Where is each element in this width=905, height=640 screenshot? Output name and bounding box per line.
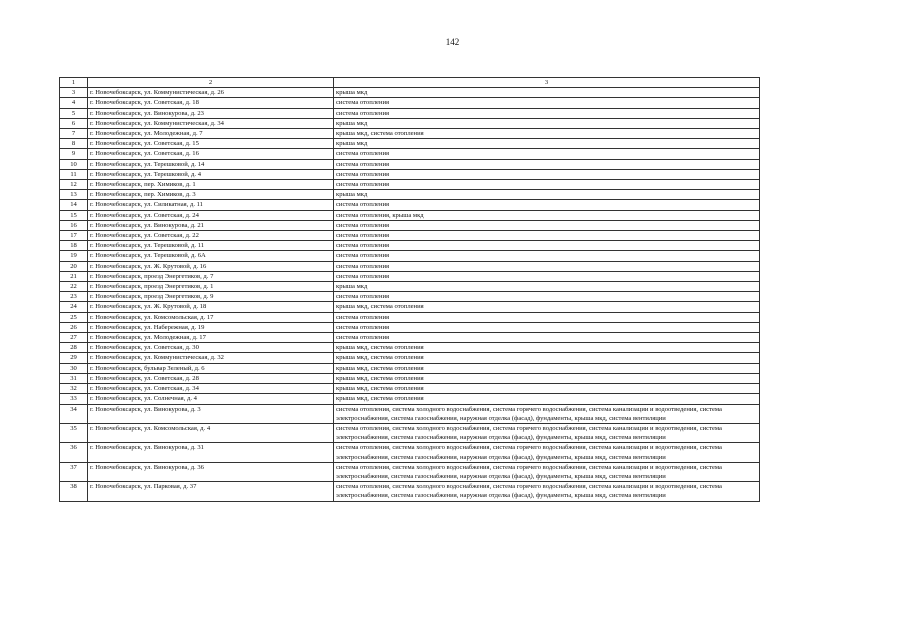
row-works: система отопления bbox=[334, 312, 760, 322]
table-row bbox=[60, 241, 760, 251]
row-works: система отопления bbox=[334, 271, 760, 281]
table-row bbox=[60, 404, 760, 423]
row-address: г. Новочебоксарск, ул. Винокурова, д. 36 bbox=[88, 462, 334, 481]
row-address: г. Новочебоксарск, ул. Парковая, д. 37 bbox=[88, 482, 334, 501]
row-works: крыша мкд, система отопления bbox=[334, 394, 760, 404]
row-works: система отопления, крыша мкд bbox=[334, 210, 760, 220]
row-number: 26 bbox=[60, 322, 88, 332]
row-number: 25 bbox=[60, 312, 88, 322]
row-works: система отопления bbox=[334, 200, 760, 210]
row-works: крыша мкд bbox=[334, 118, 760, 128]
table-row bbox=[60, 482, 760, 501]
table-row bbox=[60, 373, 760, 383]
row-works: система отопления, система холодного водоснабжения, система горячего водоснабжения, система канализации и водоотведения, система электроснабжения, система газоснабжения, наружная отделка (фасад), фундаменты, крыша мкд, система вентиляции bbox=[334, 423, 760, 442]
row-address: г. Новочебоксарск, ул. Молодежная, д. 7 bbox=[88, 129, 334, 139]
row-address: г. Новочебоксарск, ул. Советская, д. 34 bbox=[88, 384, 334, 394]
table-row bbox=[60, 423, 760, 442]
row-number: 27 bbox=[60, 333, 88, 343]
table-row bbox=[60, 98, 760, 108]
row-address: г. Новочебоксарск, проезд Энергетиков, д. 7 bbox=[88, 271, 334, 281]
row-address: г. Новочебоксарск, ул. Коммунистическая, д. 34 bbox=[88, 118, 334, 128]
row-number: 29 bbox=[60, 353, 88, 363]
table-row bbox=[60, 231, 760, 241]
row-works: система отопления bbox=[334, 149, 760, 159]
row-works: крыша мкд, система отопления bbox=[334, 353, 760, 363]
row-address: г. Новочебоксарск, ул. Винокурова, д. 21 bbox=[88, 220, 334, 230]
row-address: г. Новочебоксарск, ул. Терешковой, д. 6А bbox=[88, 251, 334, 261]
row-number: 31 bbox=[60, 373, 88, 383]
row-number: 7 bbox=[60, 129, 88, 139]
row-number: 24 bbox=[60, 302, 88, 312]
table-row bbox=[60, 118, 760, 128]
table-body bbox=[60, 78, 760, 502]
row-address: г. Новочебоксарск, ул. Советская, д. 30 bbox=[88, 343, 334, 353]
row-address: г. Новочебоксарск, ул. Молодежная, д. 17 bbox=[88, 333, 334, 343]
table-row bbox=[60, 312, 760, 322]
row-number: 17 bbox=[60, 231, 88, 241]
row-address: г. Новочебоксарск, бульвар Зеленый, д. 6 bbox=[88, 363, 334, 373]
table-row bbox=[60, 129, 760, 139]
row-address: г. Новочебоксарск, ул. Набережная, д. 19 bbox=[88, 322, 334, 332]
row-number: 21 bbox=[60, 271, 88, 281]
row-number: 36 bbox=[60, 443, 88, 462]
table-row bbox=[60, 462, 760, 481]
row-number: 33 bbox=[60, 394, 88, 404]
header-cell-2: 2 bbox=[88, 78, 334, 88]
row-works: система отопления bbox=[334, 333, 760, 343]
row-works: крыша мкд, система отопления bbox=[334, 384, 760, 394]
row-works: система отопления, система холодного водоснабжения, система горячего водоснабжения, система канализации и водоотведения, система электроснабжения, система газоснабжения, наружная отделка (фасад), фундаменты, крыша мкд, система вентиляции bbox=[334, 404, 760, 423]
row-number: 4 bbox=[60, 98, 88, 108]
table-row bbox=[60, 251, 760, 261]
table-row bbox=[60, 343, 760, 353]
row-works: система отопления bbox=[334, 108, 760, 118]
table-row bbox=[60, 363, 760, 373]
row-works: система отопления bbox=[334, 251, 760, 261]
row-works: система отопления bbox=[334, 231, 760, 241]
row-works: система отопления bbox=[334, 98, 760, 108]
row-address: г. Новочебоксарск, ул. Комсомольская, д. 17 bbox=[88, 312, 334, 322]
row-address: г. Новочебоксарск, проезд Энергетиков, д. 1 bbox=[88, 282, 334, 292]
row-number: 8 bbox=[60, 139, 88, 149]
row-works: система отопления, система холодного водоснабжения, система горячего водоснабжения, система канализации и водоотведения, система электроснабжения, система газоснабжения, наружная отделка (фасад), фундаменты, крыша мкд, система вентиляции bbox=[334, 443, 760, 462]
row-number: 10 bbox=[60, 159, 88, 169]
row-number: 30 bbox=[60, 363, 88, 373]
address-table bbox=[59, 77, 760, 502]
row-works: система отопления bbox=[334, 180, 760, 190]
table-row bbox=[60, 322, 760, 332]
row-number: 11 bbox=[60, 169, 88, 179]
row-address: г. Новочебоксарск, ул. Коммунистическая, д. 26 bbox=[88, 88, 334, 98]
row-number: 19 bbox=[60, 251, 88, 261]
table-row bbox=[60, 292, 760, 302]
row-number: 6 bbox=[60, 118, 88, 128]
row-address: г. Новочебоксарск, ул. Солнечная, д. 4 bbox=[88, 394, 334, 404]
table-row bbox=[60, 180, 760, 190]
row-address: г. Новочебоксарск, пер. Химиков, д. 3 bbox=[88, 190, 334, 200]
table-row bbox=[60, 353, 760, 363]
row-number: 15 bbox=[60, 210, 88, 220]
table-row bbox=[60, 443, 760, 462]
row-address: г. Новочебоксарск, ул. Комсомольская, д. 4 bbox=[88, 423, 334, 442]
row-number: 14 bbox=[60, 200, 88, 210]
row-address: г. Новочебоксарск, проезд Энергетиков, д. 9 bbox=[88, 292, 334, 302]
row-works: крыша мкд, система отопления bbox=[334, 343, 760, 353]
table-row bbox=[60, 394, 760, 404]
row-works: система отопления bbox=[334, 292, 760, 302]
row-works: система отопления bbox=[334, 241, 760, 251]
table-row bbox=[60, 210, 760, 220]
row-address: г. Новочебоксарск, ул. Советская, д. 18 bbox=[88, 98, 334, 108]
table-row bbox=[60, 88, 760, 98]
row-number: 9 bbox=[60, 149, 88, 159]
table-row bbox=[60, 139, 760, 149]
table-row bbox=[60, 200, 760, 210]
row-address: г. Новочебоксарск, ул. Коммунистическая, д. 32 bbox=[88, 353, 334, 363]
row-address: г. Новочебоксарск, ул. Советская, д. 16 bbox=[88, 149, 334, 159]
row-works: крыша мкд bbox=[334, 88, 760, 98]
row-number: 22 bbox=[60, 282, 88, 292]
row-works: крыша мкд, система отопления bbox=[334, 363, 760, 373]
table-row bbox=[60, 384, 760, 394]
row-address: г. Новочебоксарск, ул. Советская, д. 28 bbox=[88, 373, 334, 383]
page-number: 142 bbox=[445, 37, 460, 47]
row-works: крыша мкд bbox=[334, 190, 760, 200]
row-address: г. Новочебоксарск, ул. Терешковой, д. 4 bbox=[88, 169, 334, 179]
row-works: система отопления bbox=[334, 159, 760, 169]
row-number: 12 bbox=[60, 180, 88, 190]
row-number: 16 bbox=[60, 220, 88, 230]
row-number: 23 bbox=[60, 292, 88, 302]
row-number: 34 bbox=[60, 404, 88, 423]
row-number: 20 bbox=[60, 261, 88, 271]
table-row bbox=[60, 220, 760, 230]
header-cell-3: 3 bbox=[334, 78, 760, 88]
row-works: крыша мкд, система отопления bbox=[334, 373, 760, 383]
row-address: г. Новочебоксарск, ул. Советская, д. 24 bbox=[88, 210, 334, 220]
header-row bbox=[60, 78, 760, 88]
row-works: система отопления bbox=[334, 169, 760, 179]
row-address: г. Новочебоксарск, ул. Ж. Крутовой, д. 18 bbox=[88, 302, 334, 312]
table-row bbox=[60, 169, 760, 179]
row-works: крыша мкд bbox=[334, 282, 760, 292]
row-address: г. Новочебоксарск, ул. Терешковой, д. 14 bbox=[88, 159, 334, 169]
row-address: г. Новочебоксарск, ул. Винокурова, д. 31 bbox=[88, 443, 334, 462]
row-works: система отопления, система холодного водоснабжения, система горячего водоснабжения, система канализации и водоотведения, система электроснабжения, система газоснабжения, наружная отделка (фасад), фундаменты, крыша мкд, система вентиляции bbox=[334, 462, 760, 481]
row-number: 5 bbox=[60, 108, 88, 118]
table-row bbox=[60, 190, 760, 200]
row-number: 13 bbox=[60, 190, 88, 200]
table-row bbox=[60, 333, 760, 343]
row-number: 28 bbox=[60, 343, 88, 353]
row-address: г. Новочебоксарск, ул. Винокурова, д. 3 bbox=[88, 404, 334, 423]
row-number: 18 bbox=[60, 241, 88, 251]
row-address: г. Новочебоксарск, ул. Винокурова, д. 23 bbox=[88, 108, 334, 118]
row-number: 3 bbox=[60, 88, 88, 98]
row-number: 37 bbox=[60, 462, 88, 481]
row-works: крыша мкд bbox=[334, 139, 760, 149]
row-number: 35 bbox=[60, 423, 88, 442]
table-row bbox=[60, 261, 760, 271]
table-row bbox=[60, 159, 760, 169]
row-address: г. Новочебоксарск, ул. Терешковой, д. 11 bbox=[88, 241, 334, 251]
row-number: 32 bbox=[60, 384, 88, 394]
row-address: г. Новочебоксарск, ул. Ж. Крутовой, д. 16 bbox=[88, 261, 334, 271]
table-row bbox=[60, 108, 760, 118]
row-address: г. Новочебоксарск, пер. Химиков, д. 1 bbox=[88, 180, 334, 190]
row-works: система отопления bbox=[334, 261, 760, 271]
row-address: г. Новочебоксарск, ул. Советская, д. 15 bbox=[88, 139, 334, 149]
header-cell-1: 1 bbox=[60, 78, 88, 88]
table-row bbox=[60, 302, 760, 312]
table-row bbox=[60, 149, 760, 159]
row-address: г. Новочебоксарск, ул. Советская, д. 22 bbox=[88, 231, 334, 241]
row-address: г. Новочебоксарск, ул. Силикатная, д. 11 bbox=[88, 200, 334, 210]
row-works: система отопления, система холодного водоснабжения, система горячего водоснабжения, система канализации и водоотведения, система электроснабжения, система газоснабжения, наружная отделка (фасад), фундаменты, крыша мкд, система вентиляции bbox=[334, 482, 760, 501]
row-works: система отопления bbox=[334, 220, 760, 230]
row-number: 38 bbox=[60, 482, 88, 501]
row-works: крыша мкд, система отопления bbox=[334, 129, 760, 139]
row-works: система отопления bbox=[334, 322, 760, 332]
table-row bbox=[60, 282, 760, 292]
row-works: крыша мкд, система отопления bbox=[334, 302, 760, 312]
table-row bbox=[60, 271, 760, 281]
